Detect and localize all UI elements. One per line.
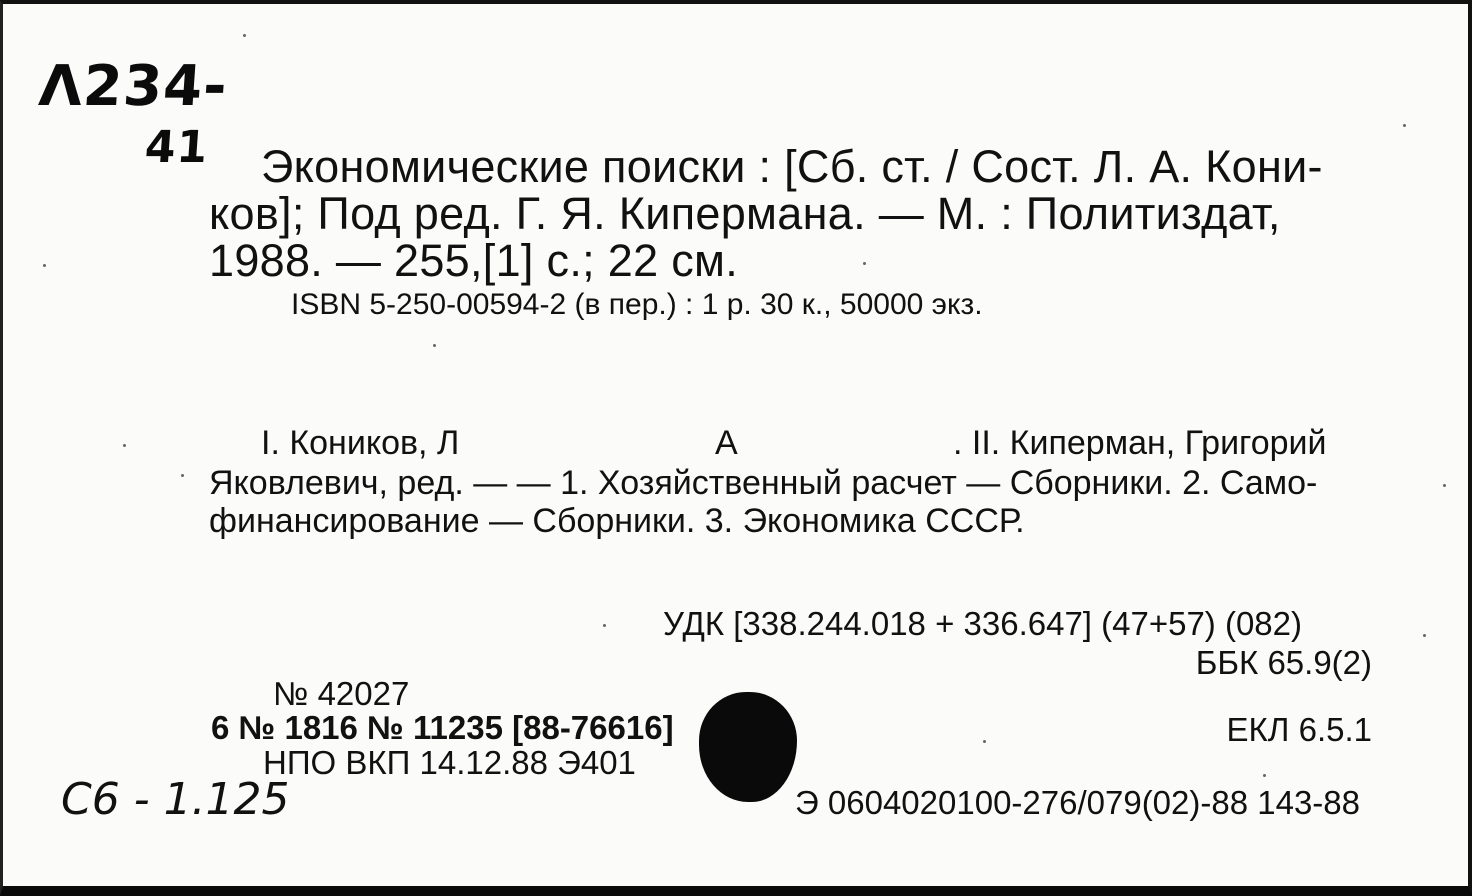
- e-code: Э 0604020100-276/079(02)-88 143-88: [795, 784, 1360, 821]
- speck: [1263, 774, 1266, 777]
- speck: [1403, 124, 1406, 127]
- speck: [123, 444, 126, 447]
- speck: [43, 264, 46, 267]
- speck: [863, 262, 866, 265]
- isbn-line: ISBN 5-250-00594-2 (в пер.) : 1 р. 30 к., 50000 экз.: [291, 288, 983, 321]
- speck: [433, 344, 436, 347]
- title-line-3: 1988. — 255,[1] с.; 22 см.: [209, 235, 739, 286]
- speck: [1423, 634, 1426, 637]
- speck: [1443, 484, 1446, 487]
- speck: [603, 624, 606, 627]
- title-line-2: ков]; Под ред. Г. Я. Кипермана. — М. : Политиздат,: [209, 188, 1281, 239]
- speck: [243, 34, 246, 37]
- bbk-code: ББК 65.9(2): [1195, 644, 1372, 681]
- heading-line-2: Яковлевич, ред. — — 1. Хозяйственный расчет — Сборники. 2. Само-: [209, 464, 1318, 502]
- heading-line-3: финансирование — Сборники. 3. Экономика СССР.: [209, 502, 1025, 540]
- ekl-code: ЕКЛ 6.5.1: [1226, 711, 1372, 748]
- call-number-line1: Λ234-: [36, 54, 230, 119]
- speck: [181, 474, 184, 477]
- heading-author: I. Коников, Л: [261, 424, 460, 462]
- ink-blot: [699, 692, 797, 802]
- handwritten-code: С6 - 1.125: [61, 774, 290, 825]
- udk-code: УДК [338.244.018 + 336.647] (47+57) (082): [663, 605, 1303, 642]
- heading-initial: А: [715, 424, 738, 462]
- order-line: 6 № 1816 № 11235 [88-76616]: [211, 709, 674, 746]
- heading-editor: . II. Киперман, Григорий: [953, 424, 1327, 462]
- title-line-1: Экономические поиски : [Сб. ст. / Сост. Л. А. Кони-: [261, 141, 1323, 192]
- call-number-line2: 41: [143, 122, 211, 173]
- npo-line: НПО ВКП 14.12.88 Э401: [263, 744, 636, 781]
- speck: [983, 740, 986, 743]
- record-number: № 42027: [273, 675, 410, 712]
